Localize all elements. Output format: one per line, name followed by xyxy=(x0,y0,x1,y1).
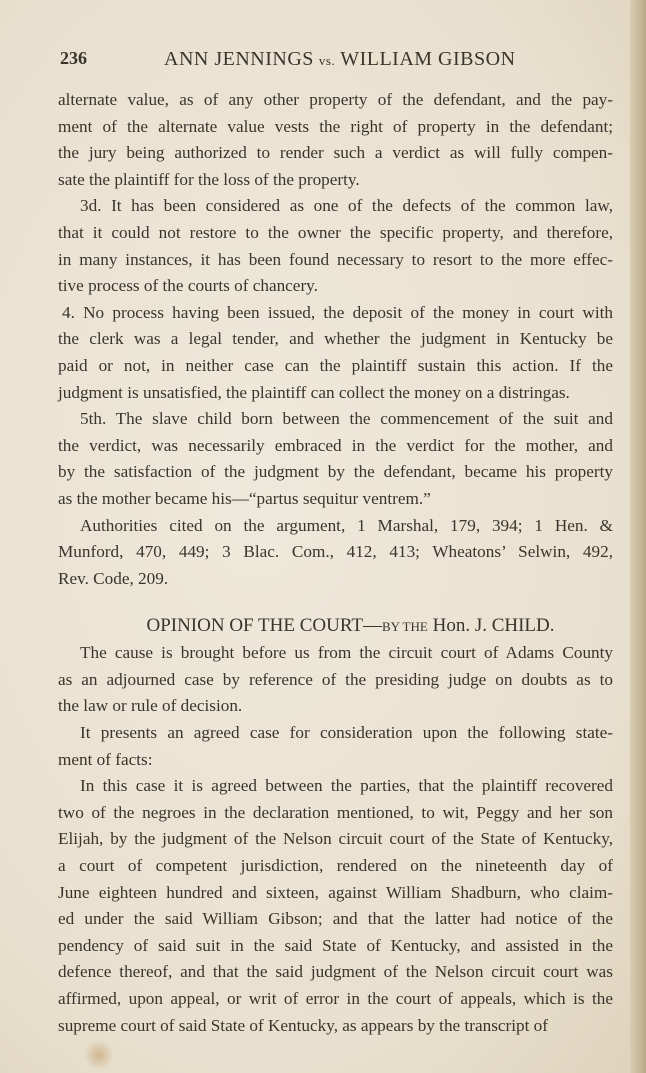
paragraph xyxy=(58,773,613,1039)
paper-stain xyxy=(84,1040,114,1070)
text-line: the clerk was a legal tender, and whether the judgment in Kentucky be xyxy=(58,329,613,349)
running-title xyxy=(164,48,516,71)
text-line: the verdict, was necessarily embraced in the verdict for the mother, and xyxy=(58,435,613,455)
text-line: by the satisfaction of the judgment by the defendant, became his property xyxy=(58,462,613,482)
page-number: 236 xyxy=(60,48,87,68)
paragraph xyxy=(58,406,613,512)
text-line: paid or not, in neither case can the plaintiff sustain this action. If the xyxy=(58,355,613,375)
opinion-heading-main: OPINION OF THE COURT— xyxy=(146,615,382,637)
paragraph xyxy=(58,513,613,593)
title-vs: vs. xyxy=(318,53,336,68)
opinion-heading xyxy=(58,612,613,640)
text-line: The cause is brought before us from the circuit court of Adams County xyxy=(80,643,613,663)
text-line: pendency of said suit in the said State of Kentucky, and assisted in the xyxy=(58,935,613,955)
text-line: June eighteen hundred and sixteen, against William Shadburn, who claim- xyxy=(58,882,613,902)
text-line: tive process of the courts of chancery. xyxy=(58,276,318,296)
paragraph xyxy=(58,300,613,406)
text-line: 4. No process having been issued, the deposit of the money in court with xyxy=(62,302,613,322)
text-line: ed under the said William Gibson; and that the latter had notice of the xyxy=(58,909,613,929)
text-line: in many instances, it has been found necessary to resort to the more effec- xyxy=(58,249,613,269)
text-line: It presents an agreed case for consideration upon the following state- xyxy=(80,723,613,743)
running-header xyxy=(60,48,530,78)
text-line: Elijah, by the judgment of the Nelson circuit court of the State of Kentucky, xyxy=(58,829,613,849)
page-body xyxy=(58,87,613,1039)
paragraph xyxy=(58,87,613,193)
argument-section xyxy=(58,87,613,592)
opinion-heading-judge: Hon. J. CHILD. xyxy=(432,615,555,637)
text-line: a court of competent jurisdiction, rendered on the nineteenth day of xyxy=(58,856,613,876)
text-line: the jury being authorized to render such a verdict as will fully compen- xyxy=(58,143,613,163)
text-line: Authorities cited on the argument, 1 Marshal, 179, 394; 1 Hen. & xyxy=(80,515,613,535)
text-line: alternate value, as of any other property of the defendant, and the pay- xyxy=(58,90,613,109)
page-edge xyxy=(630,0,646,1073)
opinion-section xyxy=(58,640,613,1039)
text-line: ment of facts: xyxy=(58,749,153,769)
text-line: ment of the alternate value vests the right of property in the defendant; xyxy=(58,116,613,136)
text-line: affirmed, upon appeal, or writ of error in the court of appeals, which is the xyxy=(58,989,613,1008)
paragraph xyxy=(58,640,613,720)
opinion-heading-by: BY THE xyxy=(381,619,428,635)
title-defendant: WILLIAM GIBSON xyxy=(340,48,516,70)
text-line: defence thereof, and that the said judgment of the Nelson circuit court was xyxy=(58,962,613,982)
text-line: that it could not restore to the owner the specific property, and therefore, xyxy=(58,222,613,242)
text-line: sate the plaintiff for the loss of the property. xyxy=(58,169,360,189)
text-line: two of the negroes in the declaration mentioned, to wit, Peggy and her son xyxy=(58,802,613,822)
paragraph xyxy=(58,720,613,773)
text-line: In this case it is agreed between the parties, that the plaintiff recovered xyxy=(80,776,613,796)
paragraph xyxy=(58,193,613,299)
text-line: the law or rule of decision. xyxy=(58,696,243,716)
text-line: Munford, 470, 449; 3 Blac. Com., 412, 413; Wheatons’ Selwin, 492, xyxy=(58,542,613,562)
text-line: 5th. The slave child born between the commencement of the suit and xyxy=(80,409,613,429)
text-line: 3d. It has been considered as one of the defects of the common law, xyxy=(80,196,613,216)
text-line: judgment is unsatisfied, the plaintiff can collect the money on a distringas. xyxy=(58,382,570,402)
text-line: supreme court of said State of Kentucky, as appears by the transcript of xyxy=(58,1015,549,1035)
title-plaintiff: ANN JENNINGS xyxy=(164,48,314,70)
text-line: Rev. Code, 209. xyxy=(58,568,169,588)
text-line: as an adjourned case by reference of the presiding judge on doubts as to xyxy=(58,669,613,689)
text-line: as the mother became his—“partus sequitur ventrem.” xyxy=(58,488,431,508)
